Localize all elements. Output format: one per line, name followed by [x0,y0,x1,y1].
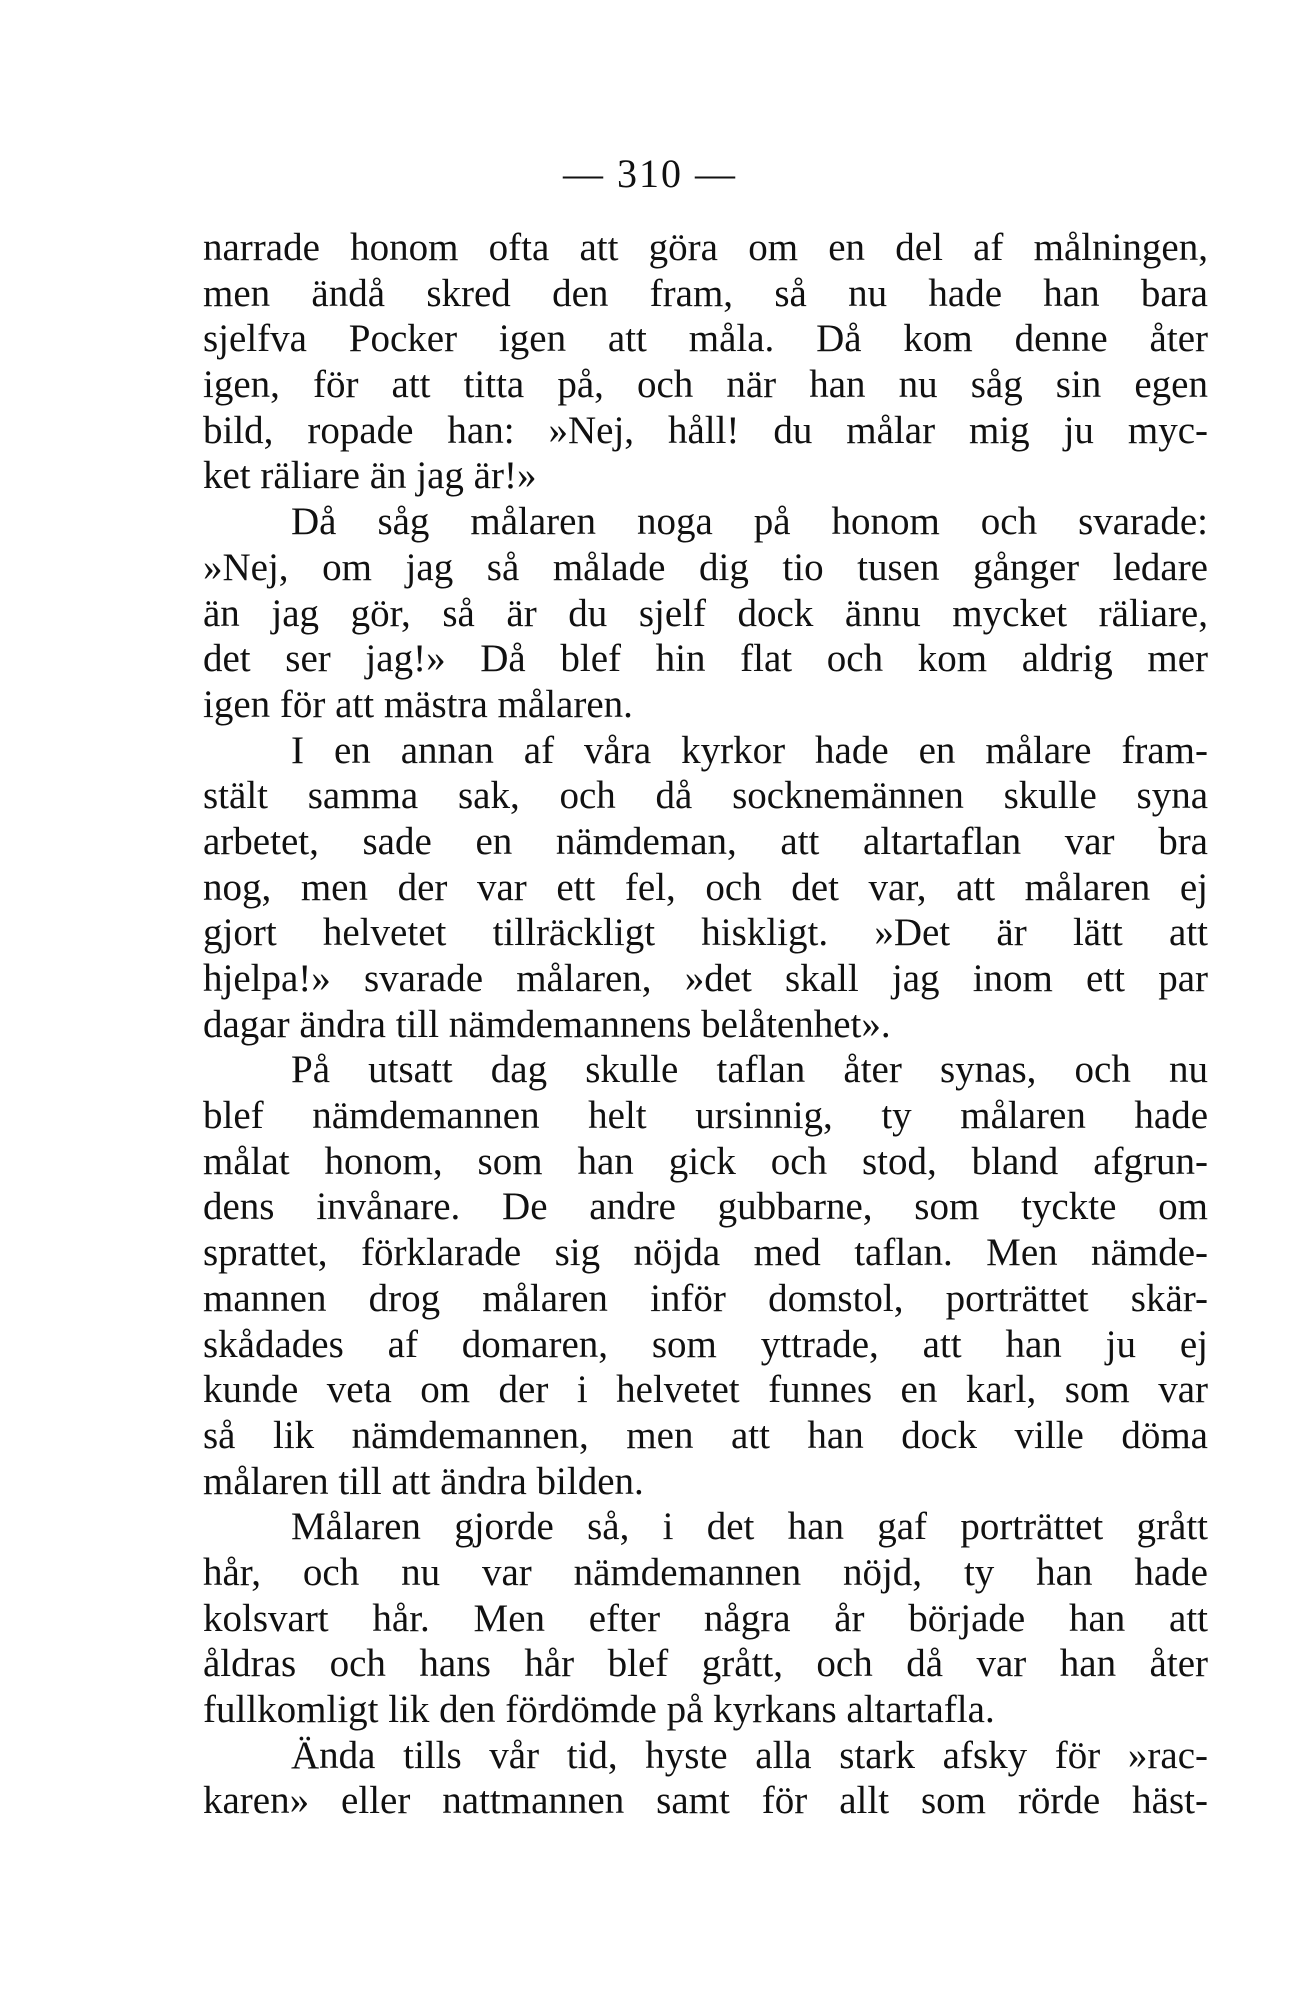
text-line: igen för att mästra målaren. [203,682,633,726]
text-line: kunde veta om der i helvetet funnes en karl, som var [203,1368,1208,1412]
text-line: sprattet, förklarade sig nöjda med taflan. Men nämde- [203,1231,1208,1275]
text-line: narrade honom ofta att göra om en del af målningen, [203,226,1208,269]
text-line: ket räliare än jag är!» [203,454,537,498]
text-line: Målaren gjorde så, i det han gaf porträttet grått [291,1505,1208,1549]
text-line: arbetet, sade en nämdeman, att altartaflan var bra [203,819,1208,863]
text-line: hår, och nu var nämdemannen nöjd, ty han hade [203,1550,1208,1594]
text-line: »Nej, om jag så målade dig tio tusen gånger ledare [203,545,1208,589]
text-line: dagar ändra till nämdemannens belåtenhet». [203,1002,891,1046]
text-line: åldras och hans hår blef grått, och då var han åter [203,1642,1208,1686]
body-text [203,225,1208,1824]
text-line: nog, men der var ett fel, och det var, att målaren ej [203,865,1208,909]
text-line: sjelfva Pocker igen att måla. Då kom denne åter [203,317,1208,361]
text-line: skådades af domaren, som yttrade, att han ju ej [203,1322,1208,1366]
text-line: men ändå skred den fram, så nu hade han bara [203,271,1208,315]
text-line: karen» eller nattmannen samt för allt som rörde häst- [203,1779,1208,1823]
text-line: hjelpa!» svarade målaren, »det skall jag inom ett par [203,957,1208,1000]
text-line: så lik nämdemannen, men att han dock ville döma [203,1413,1208,1457]
text-line: dens invånare. De andre gubbarne, som tyckte om [203,1185,1208,1229]
text-line: kolsvart hår. Men efter några år började han att [203,1596,1208,1640]
text-line: gjort helvetet tillräckligt hiskligt. »Det är lätt att [203,911,1208,955]
page-number: — 310 — [563,151,737,196]
text-line: målaren till att ändra bilden. [203,1459,644,1503]
text-line: bild, ropade han: »Nej, håll! du målar mig ju myc- [203,408,1208,452]
text-line: blef nämdemannen helt ursinnig, ty målaren hade [203,1094,1208,1138]
text-line: igen, för att titta på, och när han nu såg sin egen [203,363,1208,407]
text-line: det ser jag!» Då blef hin flat och kom aldrig mer [203,637,1208,681]
text-line: mannen drog målaren inför domstol, porträttet skär- [203,1276,1208,1320]
text-line: än jag gör, så är du sjelf dock ännu mycket räliare, [203,591,1208,635]
text-line: stält samma sak, och då socknemännen skulle syna [203,774,1208,818]
text-line: Ända tills vår tid, hyste alla stark afsky för »rac- [291,1733,1208,1777]
text-line: målat honom, som han gick och stod, bland afgrun- [203,1139,1208,1183]
text-line: fullkomligt lik den fördömde på kyrkans altartafla. [203,1688,995,1731]
text-line: Då såg målaren noga på honom och svarade: [291,500,1208,544]
text-line: I en annan af våra kyrkor hade en målare fram- [291,728,1208,772]
text-line: På utsatt dag skulle taflan åter synas, och nu [291,1048,1208,1092]
